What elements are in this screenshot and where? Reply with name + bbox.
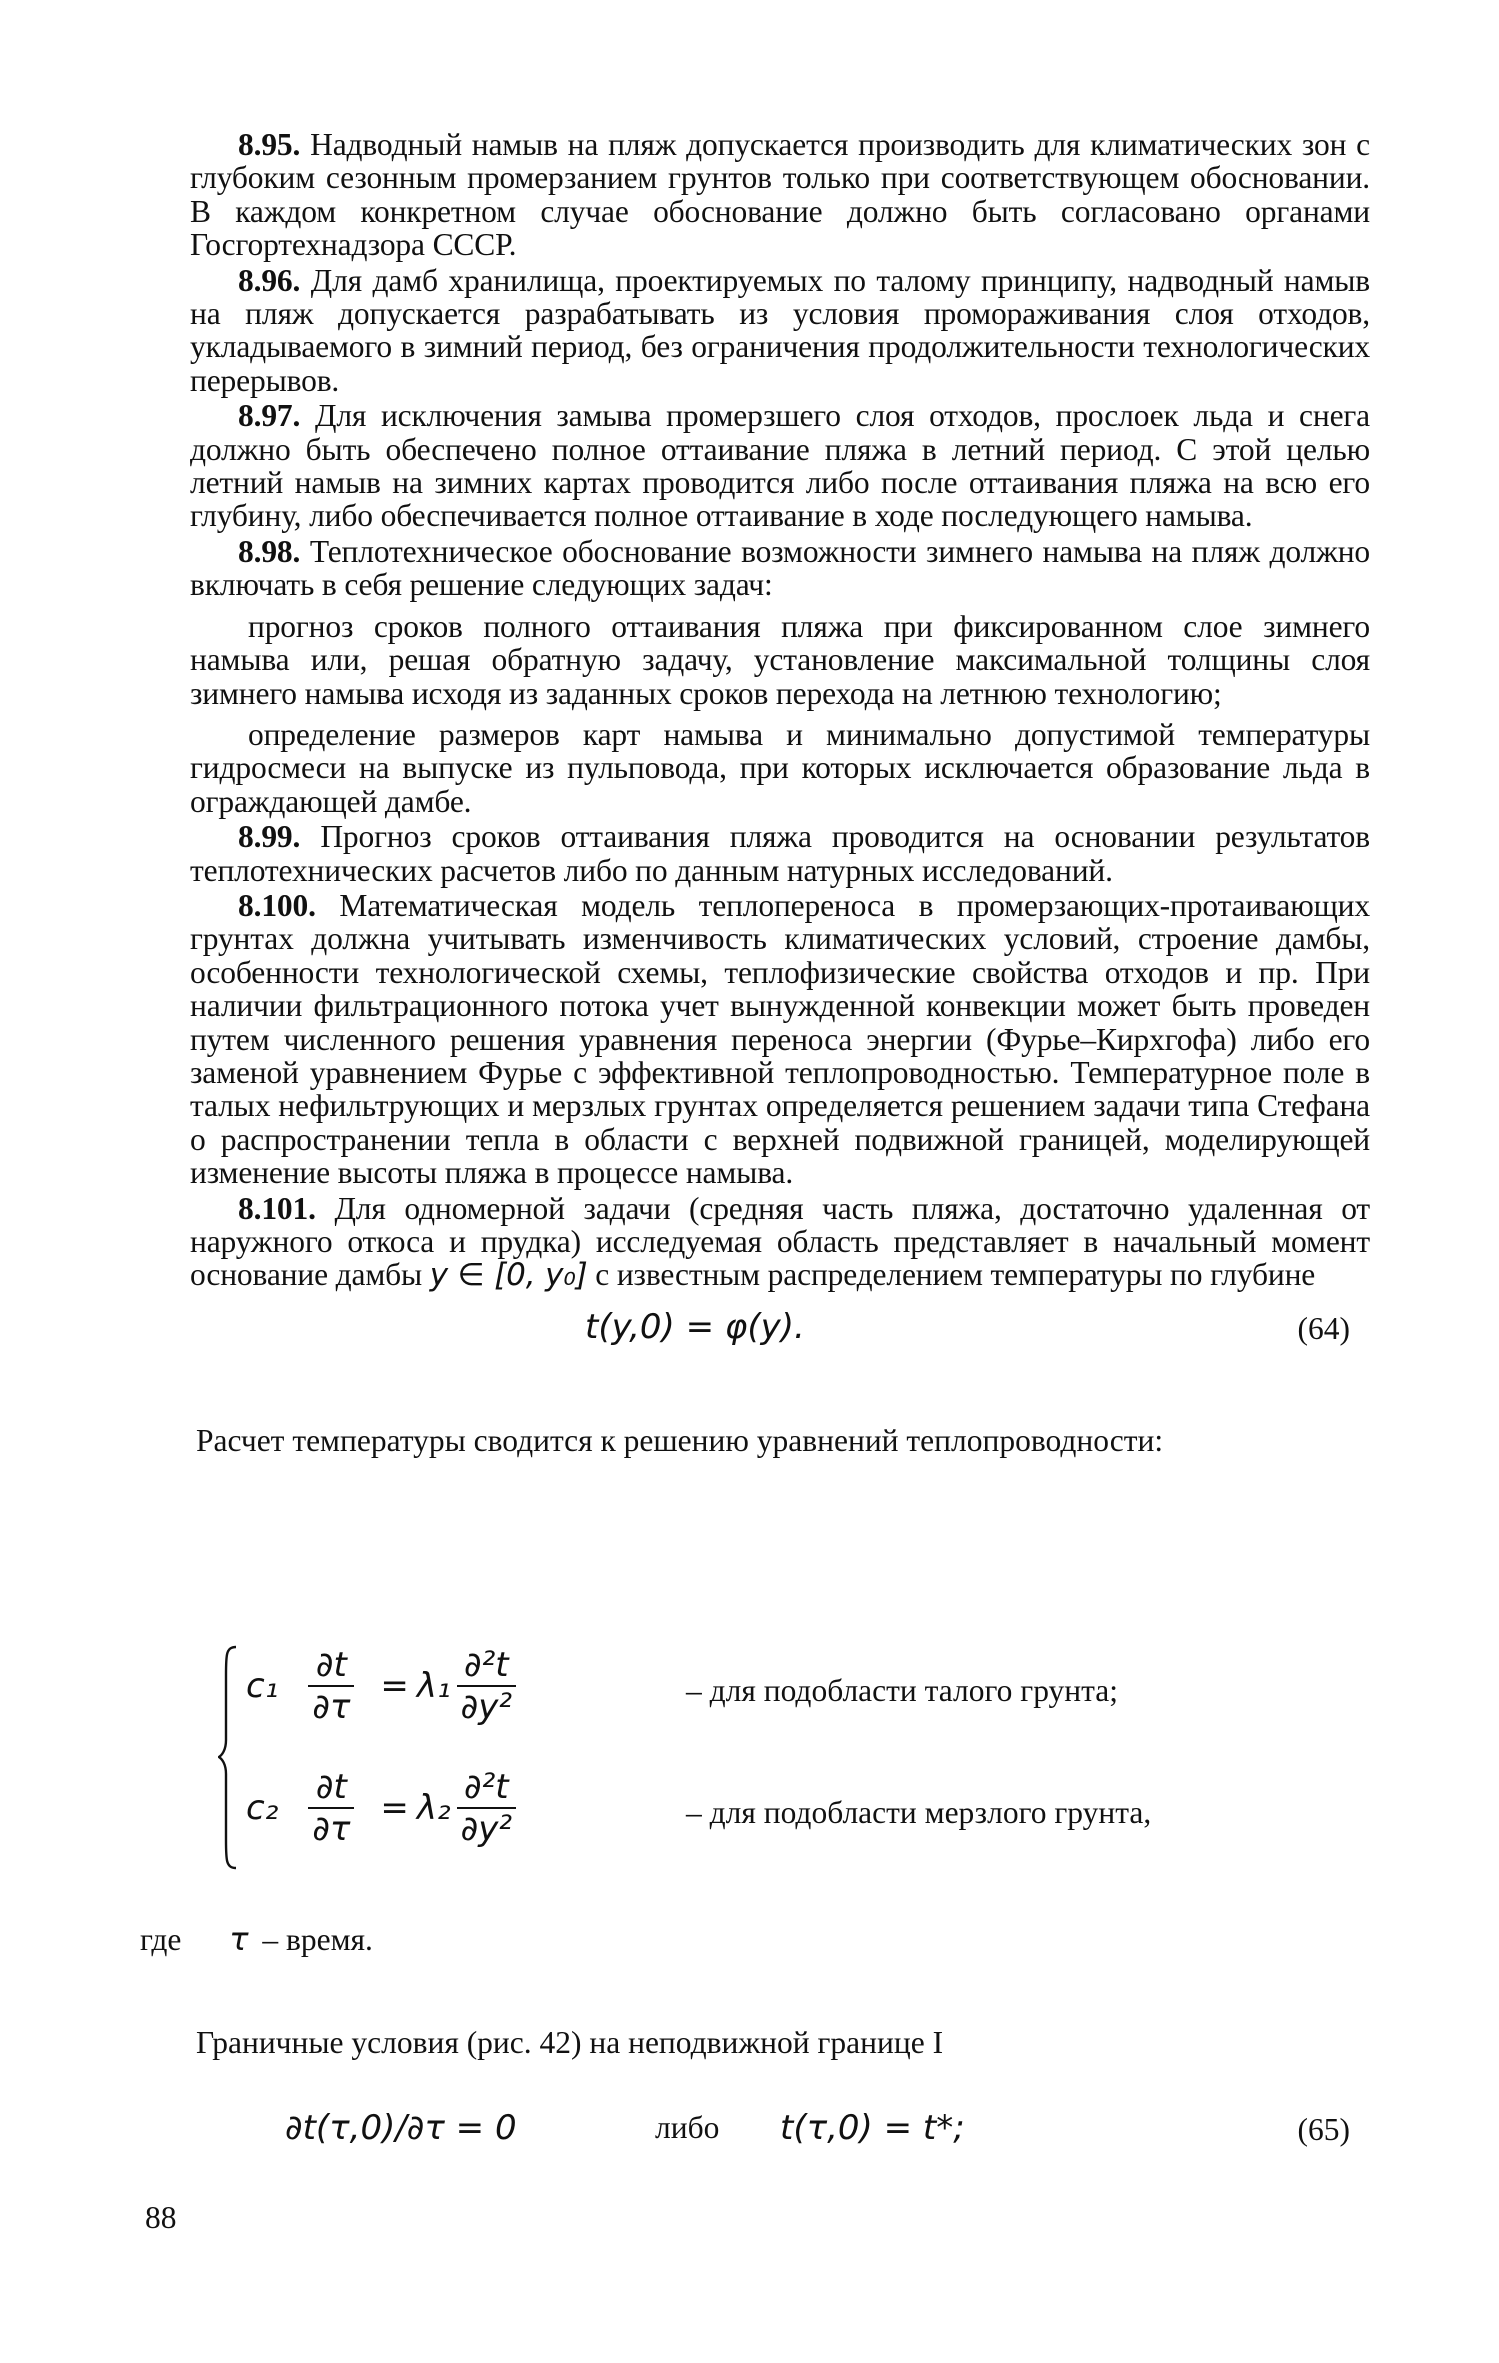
paragraph xyxy=(190,820,1370,887)
note-thawed: – для подобласти талого грунта; xyxy=(686,1673,1119,1708)
equation-frozen: c₂ $\frac{\partial t}{\partial\tau}$ = λ₂ $\frac{\text{∂²t}}{\text{∂y²}}$ – для подобласти мерзлого грунта, xyxy=(246,1767,1152,1849)
coef-c2: c₂ xyxy=(246,1788,279,1828)
lambda-1: λ₁ xyxy=(416,1666,451,1706)
paragraph-text: Прогноз сроков оттаивания пляжа проводится на основании результатов теплотехнических расчетов либо по данным натурных исследований. xyxy=(190,819,1370,888)
paragraph-text: Для исключения замыва промерзшего слоя отходов, прослоек льда и снега должно быть обеспечено полное оттаивание пляжа в летний период. С этой целью летний намыв на зимних картах проводится либо после оттаивания пляжа на всю его глубину, либо обеспечивается полное оттаивание в ходе последующего намыва. xyxy=(190,398,1370,534)
clause-number: 8.98. xyxy=(238,533,301,569)
paragraph-text: Надводный намыв на пляж допускается производить для климатических зон с глубоким сезонным промерзанием грунтов только при соответствующем обосновании. В каждом конкретном случае обоснование должно быть согласовано органами Госгортехнадзора СССР. xyxy=(190,127,1370,263)
fraction-d2t-dy2: $\frac{\text{∂²t}}{\text{∂y²}}$ xyxy=(457,1767,516,1849)
equation-64: t(y,0) = φ(y). (64) xyxy=(585,1306,1350,1347)
equation-65: ∂t(τ,0)/∂τ = 0 либо t(τ,0) = t*; (65) xyxy=(285,2108,1350,2148)
paragraph-text: с известным распределением температуры по глубине xyxy=(587,1257,1316,1293)
paragraph-8-101 xyxy=(190,1192,1370,1293)
clause-number: 8.101. xyxy=(238,1190,316,1226)
left-brace xyxy=(218,1645,238,1870)
paragraph xyxy=(190,128,1370,262)
clause-number: 8.96. xyxy=(238,262,301,298)
where-line: где τ – время. xyxy=(140,1920,373,1958)
paragraph-text: Теплотехническое обоснование возможности зимнего намыва на пляж должно включать в себя решение следующих задач: xyxy=(190,533,1370,603)
paragraph-text: определение размеров карт намыва и минимально допустимой температуры гидросмеси на выпуске из пульповода, при которых исключается образование льда в ограждающей дамбе. xyxy=(190,716,1370,819)
paragraph xyxy=(190,718,1370,818)
equation-thawed: c₁ $\frac{\partial t}{\partial\tau}$ = λ₁ $\frac{\text{∂²t}}{\text{∂y²}}$ – для подобласти талого грунта; xyxy=(246,1645,1119,1727)
paragraph xyxy=(190,399,1370,533)
fraction-dt-dtau: $\frac{\partial t}{\partial\tau}$ xyxy=(308,1645,354,1727)
coef-c1: c₁ xyxy=(246,1666,279,1706)
paragraph-text: Для дамб хранилища, проектируемых по талому принципу, надводный намыв на пляж допускается разрабатывать из условия промораживания слоя отходов, укладываемого в зимний период, без ограничения продолжительности технологических перерывов. xyxy=(190,262,1370,398)
page-body xyxy=(190,128,1370,1459)
paragraph-text: Для одномерной задачи (средняя часть пляжа, достаточно удаленная от наружного откоса и прудка) исследуемая область представляет в начальный момент основание дамбы xyxy=(190,1190,1370,1293)
paragraph xyxy=(190,535,1370,602)
heat-equation-system xyxy=(218,1645,1318,1870)
clause-number: 8.100. xyxy=(238,887,316,923)
fraction-d2t-dy2: $\frac{\text{∂²t}}{\text{∂y²}}$ xyxy=(457,1645,516,1727)
paragraph xyxy=(190,889,1370,1190)
paragraph xyxy=(190,264,1370,398)
clause-number: 8.99. xyxy=(238,819,301,855)
clause-number: 8.97. xyxy=(238,398,301,434)
boundary-intro: Граничные условия (рис. 42) на неподвижной границе I xyxy=(196,2025,944,2060)
paragraph-text: Математическая модель теплопереноса в промерзающих-протаивающих грунтах должна учитывать изменчивость климатических условий, строение дамбы, особенности технологической схемы, теплофизические свойства отходов и пр. При наличии фильтрационного потока учет вынужденной конвекции может быть проведен путем численного решения уравнения переноса энергии (Фурье–Кирхгофа) либо его заменой уравнением Фурье с эффективной теплопроводностью. Температурное поле в талых нефильтрующих и мерзлых грунтах определяется решением задачи типа Стефана о распространении тепла в области с верхней подвижной границей, моделирующей изменение высоты пляжа в процессе намыва. xyxy=(190,887,1370,1191)
paragraph-text: прогноз сроков полного оттаивания пляжа при фиксированном слое зимнего намыва или, решая обратную задачу, установление максимальной толщины слоя зимнего намыва исходя из заданных сроков перехода на летнюю технологию; xyxy=(190,608,1370,711)
heat-intro: Расчет температуры сводится к решению уравнений теплопроводности: xyxy=(196,1422,1164,1458)
note-frozen: – для подобласти мерзлого грунта, xyxy=(686,1795,1152,1830)
page-number: 88 xyxy=(145,2200,177,2235)
fraction-dt-dtau: $\frac{\partial t}{\partial\tau}$ xyxy=(308,1767,354,1849)
paragraph xyxy=(190,610,1370,710)
clause-number: 8.95. xyxy=(238,127,301,162)
inline-domain-math: y ∈ [0, y₀] xyxy=(429,1257,588,1294)
lambda-2: λ₂ xyxy=(416,1788,451,1828)
